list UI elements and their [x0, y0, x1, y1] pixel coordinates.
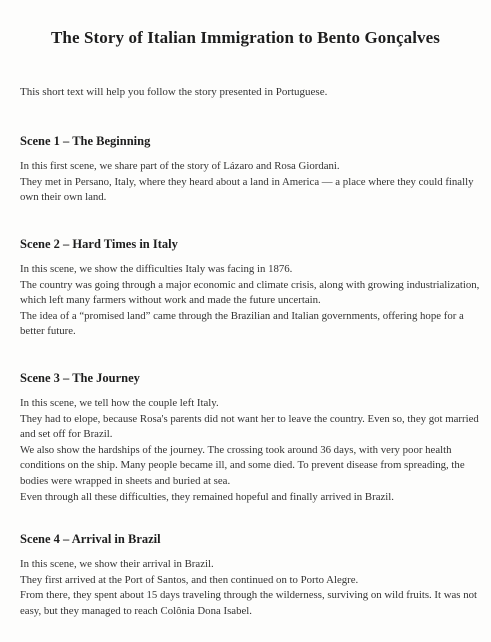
scene-paragraph: They first arrived at the Port of Santos, and then continued on to Porto Alegre.: [20, 573, 359, 586]
scene-paragraph: We also show the hardships of the journey. The crossing took around 36 days, with very poor health conditions on the ship. Many people became ill, and some died. To prevent disease from spreading, the bodies were wrapped in sheets and buried at sea.: [20, 443, 465, 487]
scene-paragraph: Even through all these difficulties, they remained hopeful and finally arrived in Brazil.: [20, 490, 394, 503]
scene-paragraph: From there, they spent about 15 days traveling through the wilderness, surviving on wild fruits. It was not easy, but they managed to reach Colônia Dona Isabel.: [20, 589, 477, 617]
scene-1-section: [20, 134, 480, 206]
scene-1-heading: Scene 1 – The Beginning: [20, 134, 151, 148]
scene-3-heading: Scene 3 – The Journey: [20, 371, 140, 385]
document-title: The Story of Italian Immigration to Bento Gonçalves: [50, 28, 440, 47]
scene-paragraph: The country was going through a major economic and climate crisis, along with growing industrialization, which left many farmers without work and made the future uncertain.: [20, 278, 480, 307]
scene-paragraph: In this scene, we show the difficulties Italy was facing in 1876.: [20, 263, 293, 275]
scene-4-section: [20, 532, 480, 619]
scene-paragraph: The idea of a “promised land” came through the Brazilian and Italian governments, offering hope for a better future.: [20, 309, 464, 338]
scene-paragraph: In this scene, we tell how the couple left Italy.: [20, 397, 219, 409]
scene-paragraph: In this first scene, we share part of the story of Lázaro and Rosa Giordani.: [20, 160, 340, 172]
scene-paragraph: In this scene, we show their arrival in Brazil.: [20, 558, 214, 570]
scene-3-section: [20, 371, 480, 505]
scene-paragraph: They met in Persano, Italy, where they heard about a land in America — a place where they could finally own their own land.: [20, 175, 474, 204]
scene-2-heading: Scene 2 – Hard Times in Italy: [20, 237, 178, 251]
scene-4-heading: Scene 4 – Arrival in Brazil: [20, 532, 161, 546]
scene-paragraph: They had to elope, because Rosa's parents did not want her to leave the country. Even so, they got married and set off for Brazil.: [20, 412, 479, 441]
scene-2-section: [20, 237, 480, 340]
intro-text: This short text will help you follow the story presented in Portuguese.: [20, 86, 328, 98]
